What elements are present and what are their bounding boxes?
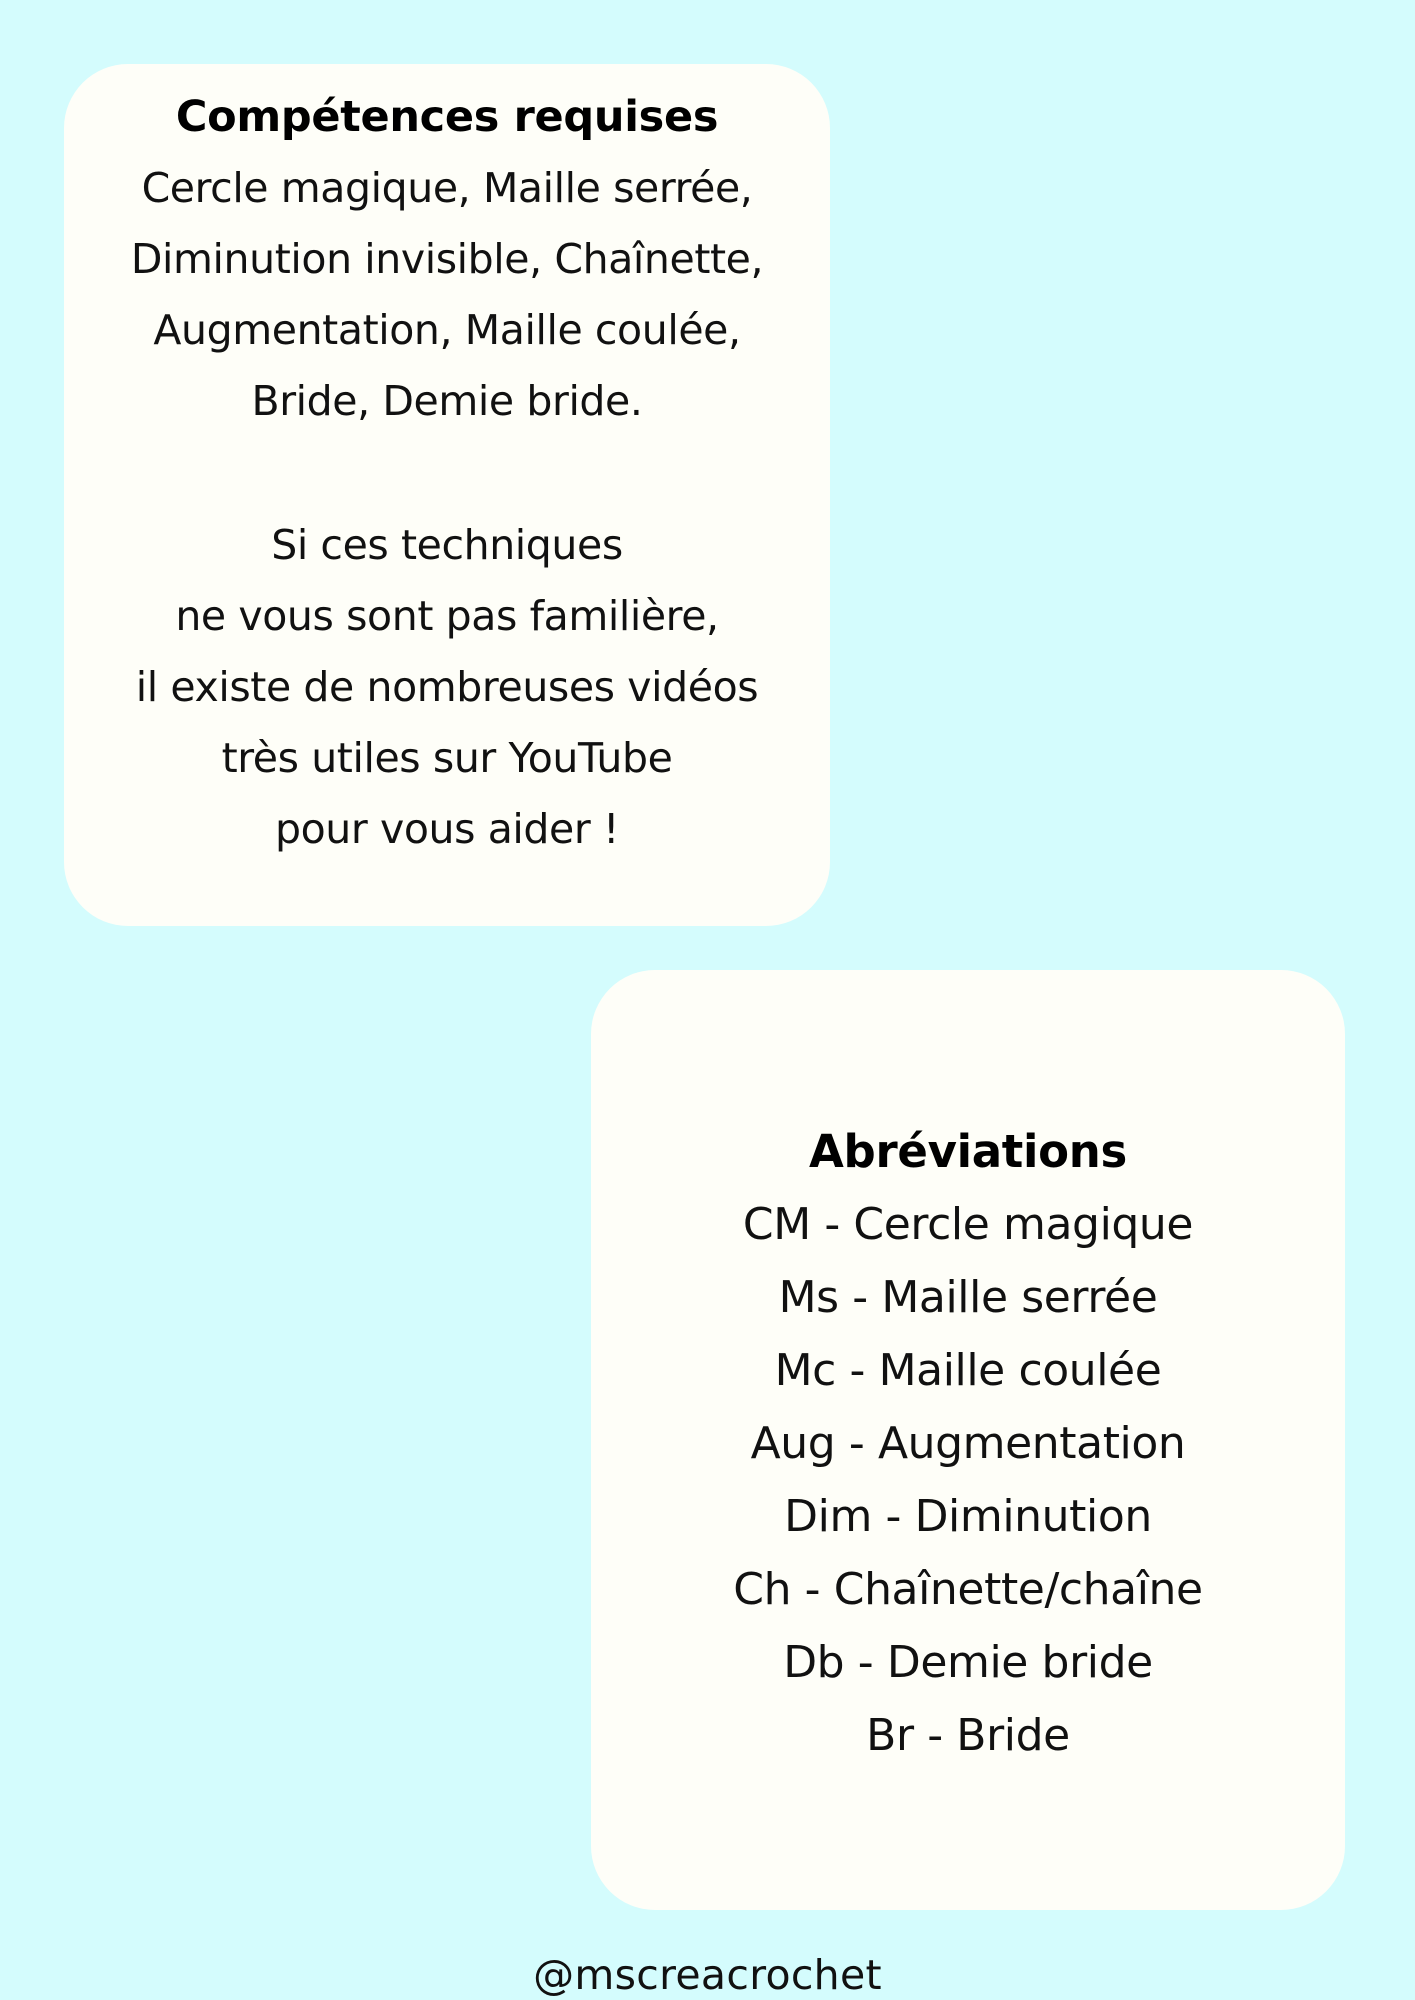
abbreviation-item: Br - Bride bbox=[866, 1710, 1070, 1761]
abbreviation-item: Ms - Maille serrée bbox=[778, 1272, 1158, 1323]
paragraph-gap bbox=[64, 437, 830, 510]
help-line: Si ces techniques bbox=[271, 521, 623, 569]
abbreviation-item: Db - Demie bride bbox=[783, 1637, 1153, 1688]
help-line: ne vous sont pas familière, bbox=[175, 592, 719, 640]
abbreviation-item: Mc - Maille coulée bbox=[774, 1345, 1162, 1396]
help-line: pour vous aider ! bbox=[274, 805, 619, 853]
help-line: il existe de nombreuses vidéos bbox=[135, 663, 759, 711]
abbreviation-item: Ch - Chaînette/chaîne bbox=[733, 1564, 1203, 1615]
abbreviation-item: CM - Cercle magique bbox=[742, 1199, 1194, 1250]
skills-line: Bride, Demie bride. bbox=[251, 377, 643, 425]
skills-line: Augmentation, Maille coulée, bbox=[153, 306, 741, 354]
abbreviation-item: Aug - Augmentation bbox=[750, 1418, 1186, 1469]
author-handle: @mscreacrochet bbox=[533, 1951, 882, 1999]
abbreviations-title: Abréviations bbox=[809, 1125, 1127, 1178]
skills-line: Diminution invisible, Chaînette, bbox=[130, 235, 764, 283]
skills-line: Cercle magique, Maille serrée, bbox=[141, 164, 753, 212]
abbreviations-card bbox=[591, 970, 1345, 1910]
skills-card bbox=[64, 64, 830, 926]
help-line: très utiles sur YouTube bbox=[221, 734, 673, 782]
abbreviation-item: Dim - Diminution bbox=[784, 1491, 1152, 1542]
skills-title: Compétences requises bbox=[175, 92, 719, 142]
